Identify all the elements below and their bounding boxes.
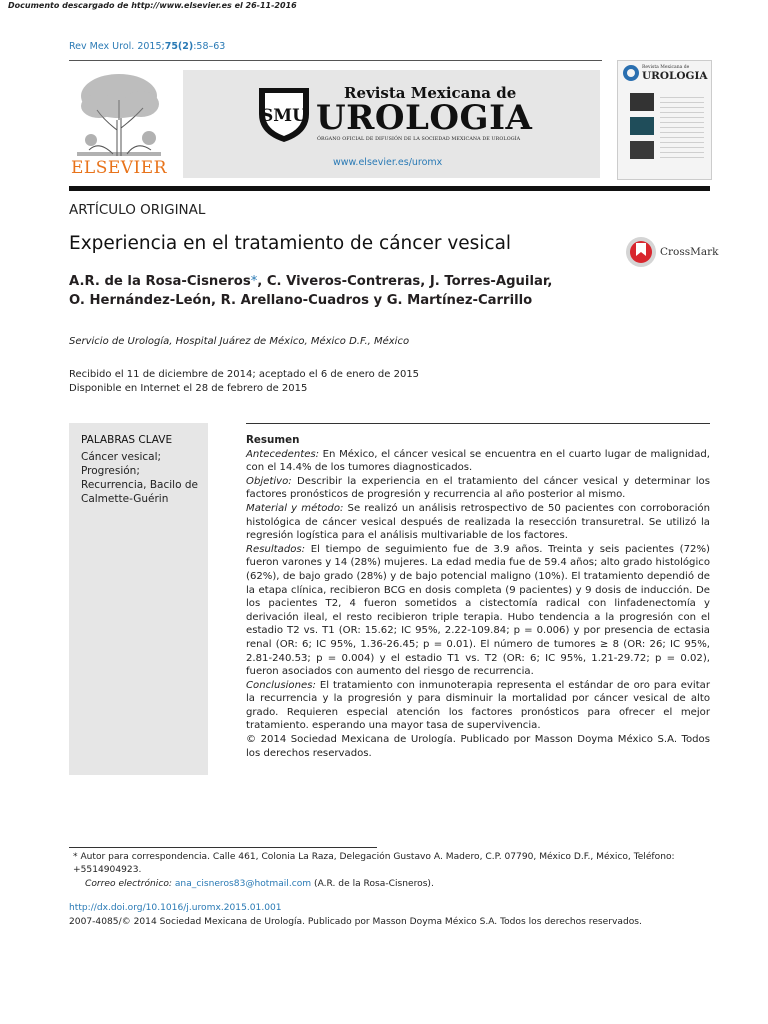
footnote-rule (69, 847, 377, 848)
elsevier-tree-icon (69, 70, 169, 158)
resultados-text: El tiempo de seguimiento fue de 3.9 años. Treinta y seis pacientes (72%) fueron varones y 14 (28%) mujeres. La edad media fue de 59.4 años; alto grado histológico (62%), de bajo grado (28%) y de bajo potencial maligno (10%). El tratamiento dependió de la etapa clínica, recibieron BCG en dosis completa (9 pacientes) y 9 dosis de inducción. De los pacientes T2, 4 fueron sometidos a cistectomía radical con linfadenectomía y derivación ileal, el resto recibieron triple terapia. Hubo tendencia a la progresión con el estadio T2 vs. T1 (OR: 15.62; IC 95%, 2.22-109.84; p = 0.006) y por presencia de ectasia renal (OR: 6; IC 95%, 1.36-26.45; p = 0.01). El número de tumores ≥ 8 (OR: 26; IC 95%, 2.81-240.53; p = 0.004) y el estadio T1 vs. T2 (OR: 6; IC 95%, 1.21-29.72; p = 0.02), fueron asociados con aumento del riesgo de recurrencia. (246, 543, 710, 678)
journal-tagline: ÓRGANO OFICIAL DE DIFUSIÓN DE LA SOCIEDAD MEXICANA DE UROLOGÍA (317, 137, 521, 142)
abstract-conclusiones (246, 679, 710, 733)
abstract-rule (246, 423, 710, 424)
cover-image-2 (630, 117, 654, 135)
journal-url-link[interactable]: www.elsevier.es/uromx (333, 157, 443, 168)
crossmark-icon (625, 235, 657, 269)
journal-citation[interactable] (69, 41, 225, 52)
objetivo-text: Describir la experiencia en el tratamiento del cáncer vesical y determinar los factores pronósticos de progresión y recurrencia al año posterior al mismo. (246, 475, 710, 501)
metodo-text: Se realizó un análisis retrospectivo de 50 pacientes con corroboración histológica de cáncer vesical después de realizada la resección transuretral. Se utilizó la regresión logística para el análisis multivariable de los factores. (246, 502, 710, 542)
journal-title-main: UROLOGIA (316, 98, 533, 138)
conclusiones-label: Conclusiones: (246, 679, 316, 691)
resultados-label: Resultados: (246, 543, 306, 555)
abstract-resultados (246, 543, 710, 679)
doi-link[interactable]: http://dx.doi.org/10.1016/j.uromx.2015.01.001 (69, 903, 282, 913)
abstract-antecedentes (246, 448, 710, 475)
article-title: Experiencia en el tratamiento de cáncer vesical (69, 233, 512, 254)
citation-pages: :58–63 (193, 41, 226, 52)
authors-line2: O. Hernández-León, R. Arellano-Cuadros y G. Martínez-Carrillo (69, 293, 533, 308)
cover-image-3 (630, 141, 654, 159)
abstract-copyright: © 2014 Sociedad Mexicana de Urología. Publicado por Masson Doyma México S.A. Todos los derechos reservados. (246, 734, 710, 759)
authors-line1: , C. Viveros-Contreras, J. Torres-Aguilar, (257, 274, 553, 289)
article-dates (69, 368, 419, 396)
antecedentes-label: Antecedentes: (246, 448, 320, 460)
download-note: Documento descargado de http://www.elsevier.es el 26-11-2016 (8, 1, 297, 10)
smu-letters: SMU (261, 106, 307, 126)
journal-title-top: Revista Mexicana de (344, 84, 517, 102)
email-link[interactable]: ana_cisneros83@hotmail.com (174, 878, 312, 889)
footnote (69, 851, 710, 891)
received-date: Recibido el 11 de diciembre de 2014; aceptado el 6 de enero de 2015 (69, 369, 420, 380)
article-type: ARTÍCULO ORIGINAL (69, 202, 206, 218)
keywords-list: Cáncer vesical; Progresión; Recurrencia, Bacilo de Calmette-Guérin (81, 451, 198, 505)
online-date: Disponible en Internet el 28 de febrero de 2015 (69, 383, 308, 394)
corresponding-author-marker[interactable]: * (250, 274, 258, 289)
journal-banner[interactable] (183, 70, 600, 178)
correspondence-note (69, 851, 710, 878)
cover-image-1 (630, 93, 654, 111)
crossmark-button[interactable] (625, 235, 725, 269)
antecedentes-text: En México, el cáncer vesical se encuentra en el cuarto lugar de malignidad, con el 14.4% de los tumores diagnosticados. (246, 448, 710, 474)
cover-title-top: Revista Mexicana de (642, 65, 690, 70)
conclusiones-text: El tratamiento con inmunoterapia representa el estándar de oro para evitar la recurrencia y la progresión y para disminuir la mortalidad por cáncer vesical de alto grado. Requieren especial atención los factores pronósticos para ofrecer el mejor tratamiento. esperando una mayor tasa de supervivencia. (246, 679, 710, 732)
affiliation: Servicio de Urología, Hospital Juárez de México, México D.F., México (69, 336, 410, 347)
abstract (246, 434, 710, 760)
citation-volume: 75(2) (164, 41, 194, 52)
elsevier-logo[interactable] (69, 70, 169, 178)
author-list (69, 272, 629, 310)
correspondence-text: Autor para correspondencia. Calle 461, Colonia La Raza, Delegación Gustavo A. Madero, C.P. 07790, México D.F., México, Teléfono: +5514904923. (73, 852, 675, 876)
keywords-box (69, 423, 208, 775)
footnote-marker: * (73, 852, 78, 862)
crossmark-label: CrossMark (660, 246, 719, 258)
journal-cover-thumbnail[interactable] (617, 60, 712, 180)
abstract-metodo (246, 502, 710, 543)
keywords-heading: PALABRAS CLAVE (81, 434, 173, 446)
citation-journal: Rev Mex Urol. 2015; (69, 41, 165, 52)
issn-copyright: 2007-4085/© 2014 Sociedad Mexicana de Urología. Publicado por Masson Doyma México S.A. Todos los derechos reservados. (69, 917, 642, 927)
email-label: Correo electrónico: (85, 878, 172, 889)
smu-shield-icon (255, 84, 313, 144)
header-rule (69, 60, 602, 61)
abstract-heading: Resumen (246, 434, 300, 446)
elsevier-wordmark: ELSEVIER (71, 158, 167, 178)
objetivo-label: Objetivo: (246, 475, 292, 487)
email-owner: (A.R. de la Rosa-Cisneros). (311, 878, 434, 889)
cover-title-main: UROLOGIA (642, 70, 708, 82)
author-first[interactable]: A.R. de la Rosa-Cisneros (69, 274, 251, 289)
email-line (69, 878, 710, 891)
header-thick-rule (69, 186, 710, 191)
cover-text-lines (660, 93, 704, 159)
abstract-objetivo (246, 475, 710, 502)
metodo-label: Material y método: (246, 502, 344, 514)
cover-seal-icon (622, 64, 640, 82)
